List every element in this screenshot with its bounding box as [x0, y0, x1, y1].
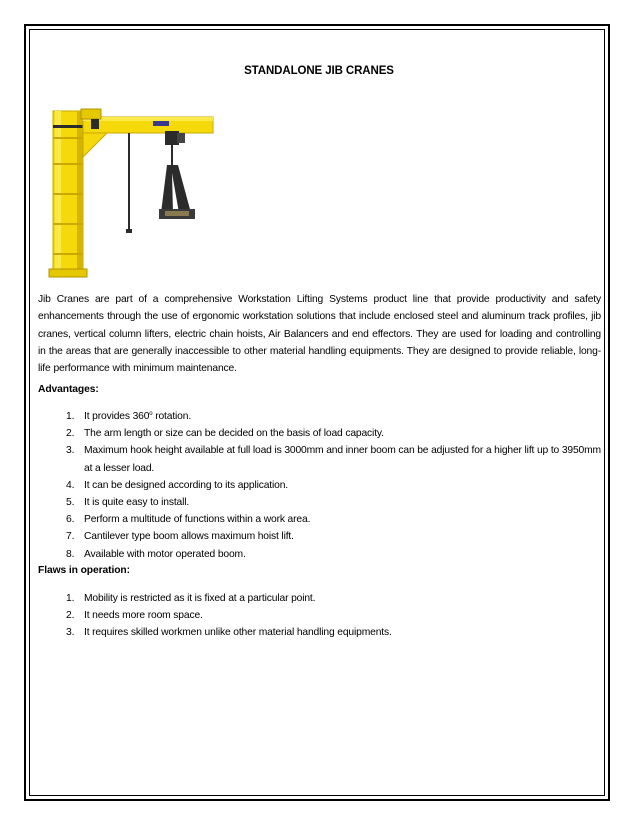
list-number: 1.	[66, 411, 75, 422]
list-item	[61, 408, 601, 425]
list-number: 8.	[66, 548, 75, 560]
intro-paragraph: Jib Cranes are part of a comprehensive Workstation Lifting Systems product line that provide productivity and safety enhancements through the use of ergonomic workstation solutions that include enclosed steel and aluminum track profiles, jib cranes, vertical column lifters, electric chain hoists, Air Balancers and end effectors. They are used for loading and controlling in the areas that are generally inaccessible to other material handling equipments. They are designed to provide reliable, long-life performance with minimum maintenance.	[38, 294, 601, 375]
list-text: It requires skilled workmen unlike other material handling equipments.	[84, 627, 392, 639]
list-number: 2.	[66, 610, 75, 622]
list-number: 3.	[66, 445, 75, 457]
list-text: Maximum hook height available at full load is 3000mm and inner boom can be adjusted for a higher lift up to 3950mm at a lesser load.	[84, 445, 601, 474]
list-item	[61, 442, 601, 476]
list-number: 2.	[66, 428, 75, 440]
list-item	[61, 624, 601, 641]
advantages-heading: Advantages:	[38, 384, 99, 395]
list-text: It needs more room space.	[84, 610, 203, 622]
list-item	[61, 511, 601, 528]
list-text: Available with motor operated boom.	[84, 548, 246, 560]
flaws-heading: Flaws in operation:	[38, 565, 130, 576]
list-item	[61, 590, 601, 607]
list-text: It provides 360	[84, 411, 150, 422]
list-item	[61, 425, 601, 442]
jib-crane-image	[45, 103, 220, 283]
list-item	[61, 607, 601, 624]
list-item	[61, 528, 601, 545]
list-text: It can be designed according to its application.	[84, 479, 289, 491]
list-text: Perform a multitude of functions within a work area.	[84, 514, 311, 526]
list-number: 7.	[66, 531, 75, 543]
list-number: 3.	[66, 627, 75, 639]
list-item	[61, 494, 601, 511]
hoist-body	[165, 131, 179, 145]
list-text: Mobility is restricted as it is fixed at a particular point.	[84, 593, 316, 604]
list-text: It is quite easy to install.	[84, 497, 190, 509]
list-number: 4.	[66, 479, 75, 491]
list-text: rotation.	[152, 411, 192, 422]
degree-superscript: o	[149, 411, 153, 417]
document-title: STANDALONE JIB CRANES	[244, 65, 394, 77]
flaws-list	[61, 590, 601, 642]
list-number: 5.	[66, 497, 75, 509]
list-item	[61, 546, 601, 563]
advantages-list	[61, 408, 601, 563]
list-number: 1.	[66, 593, 75, 604]
list-item	[61, 477, 601, 494]
list-text: The arm length or size can be decided on the basis of load capacity.	[84, 428, 384, 440]
list-number: 6.	[66, 514, 75, 526]
list-text: Cantilever type boom allows maximum hoist lift.	[84, 531, 294, 543]
